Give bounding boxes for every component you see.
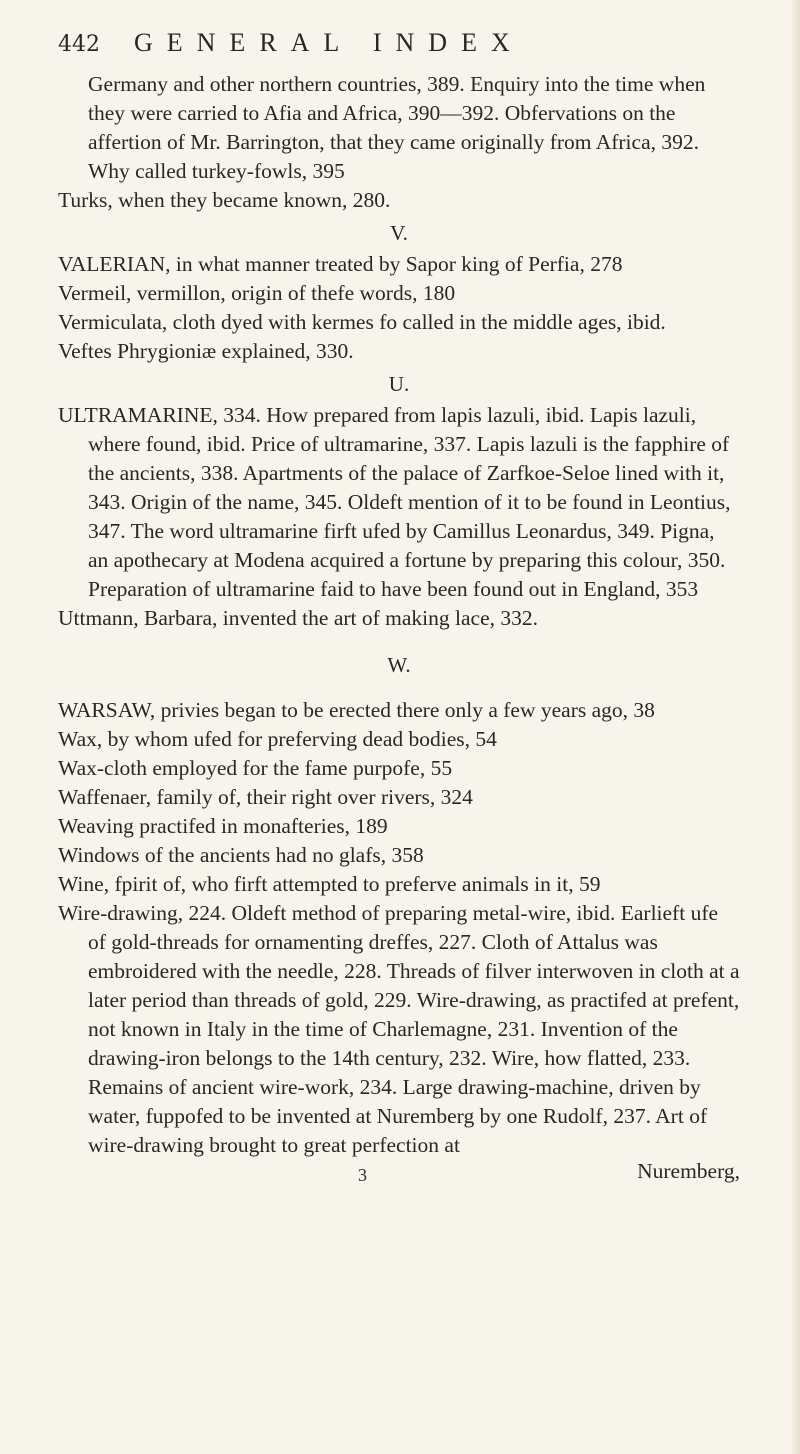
index-entry: Wine, fpirit of, who firft attempted to preferve animals in it, 59 — [58, 872, 601, 896]
index-entry: Uttmann, Barbara, invented the art of making lace, 332. — [58, 606, 539, 630]
signature-mark: 3 — [358, 1165, 367, 1185]
page-footer — [58, 1159, 740, 1185]
index-entry: ULTRAMARINE, 334. How prepared from lapis lazuli, ibid. Lapis lazuli, where found, ibid. Price of ultramarine, 337. Lapis lazuli is the fapphire of the ancients, 338. Apartments of the palace of Zarfkoe-Seloe lined with it, 343. Origin of the name, 345. Oldeft mention of it to be found in Leontius, 347. The word ultramarine firft ufed by Camillus Leonardus, 349. Pigna, an apothecary at Modena acquired a fortune by preparing this colour, 350. Preparation of ultramarine faid to have been found out in England, 353 — [58, 403, 731, 601]
index-entry: Wax, by whom ufed for preferving dead bodies, 54 — [58, 727, 497, 751]
index-entry: Vermiculata, cloth dyed with kermes fo called in the middle ages, ibid. — [58, 310, 666, 334]
index-entry: WARSAW, privies began to be erected there only a few years ago, 38 — [58, 698, 655, 722]
index-entry: Waffenaer, family of, their right over rivers, 324 — [58, 785, 473, 809]
running-title: GENERAL INDEX — [134, 28, 524, 57]
section-letter-w: W. — [387, 653, 411, 677]
index-entry: Windows of the ancients had no glafs, 358 — [58, 843, 424, 867]
catchword: Nuremberg, — [637, 1159, 740, 1183]
index-entry: VALERIAN, in what manner treated by Sapor king of Perfia, 278 — [58, 252, 623, 276]
page-number: 442 — [58, 32, 100, 57]
running-header — [58, 28, 740, 58]
index-entry: Weaving practifed in monafteries, 189 — [58, 814, 388, 838]
index-entry: Wire-drawing, 224. Oldeft method of preparing metal-wire, ibid. Earlieft ufe of gold-threads for ornamenting dreffes, 227. Cloth of Attalus was embroidered with the needle, 228. Threads of filver interwoven in cloth at a later period than threads of gold, 229. Wire-drawing, as practifed at prefent, not known in Italy in the time of Charlemagne, 231. Invention of the drawing-iron belongs to the 14th century, 232. Wire, how flatted, 233. Remains of ancient wire-work, 234. Large drawing-machine, driven by water, fuppofed to be invented at Nuremberg by one Rudolf, 237. Art of wire-drawing brought to great perfection at — [58, 901, 740, 1157]
index-entry: Wax-cloth employed for the fame purpofe, 55 — [58, 756, 453, 780]
index-entry: Turks, when they became known, 280. — [58, 188, 391, 212]
page-edge-shadow — [790, 0, 800, 1454]
index-entry: Veftes Phrygioniæ explained, 330. — [58, 339, 354, 363]
index-entry: Vermeil, vermillon, origin of thefe words, 180 — [58, 281, 456, 305]
continued-entry: Germany and other northern countries, 389. Enquiry into the time when they were carried to Afia and Africa, 390—392. Obfervations on the affertion of Mr. Barrington, that they came originally from Africa, 392. Why called turkey-fowls, 395 — [88, 72, 706, 183]
section-letter-u: U. — [388, 372, 410, 396]
section-letter-v: V. — [390, 221, 408, 245]
